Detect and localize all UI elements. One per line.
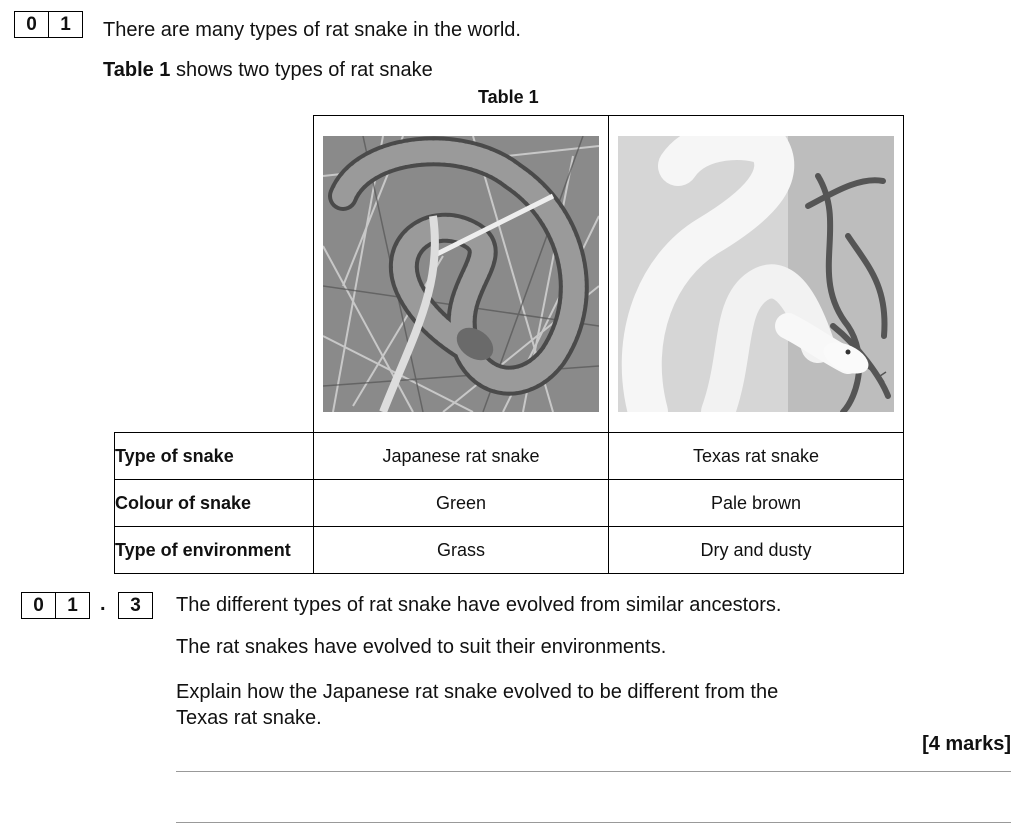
table-cell: Dry and dusty xyxy=(609,527,904,574)
answer-line[interactable] xyxy=(176,822,1011,823)
table-cell: Green xyxy=(314,480,609,527)
table-caption: Table 1 xyxy=(478,87,539,107)
snake-table xyxy=(114,115,904,574)
table-corner xyxy=(115,116,314,433)
subquestion-line-3b: Texas rat snake. xyxy=(176,707,322,729)
subquestion-line-1: The different types of rat snake have evolved from similar ancestors. xyxy=(176,594,782,616)
table-row xyxy=(115,433,904,480)
subquestion-digit: 1 xyxy=(67,595,78,616)
table-row xyxy=(115,527,904,574)
subquestion-part: 3 xyxy=(130,595,141,616)
table-row xyxy=(115,480,904,527)
table-reference-bold: Table 1 xyxy=(103,59,171,81)
subquestion-part-box xyxy=(118,592,153,619)
row-header: Type of environment xyxy=(115,527,314,574)
question-number-box xyxy=(14,11,83,38)
table-cell: Texas rat snake xyxy=(609,433,904,480)
question-digit: 0 xyxy=(15,12,49,37)
table-reference-rest: shows two types of rat snake xyxy=(170,59,433,81)
subquestion-dot: . xyxy=(100,593,106,615)
marks-label: [4 marks] xyxy=(922,733,1011,755)
row-header: Type of snake xyxy=(115,433,314,480)
question-intro: There are many types of rat snake in the world. xyxy=(103,19,521,41)
table-reference xyxy=(103,57,433,83)
answer-line[interactable] xyxy=(176,771,1011,772)
japanese-rat-snake-photo xyxy=(323,136,599,412)
subquestion-line-3a: Explain how the Japanese rat snake evolved to be different from the xyxy=(176,681,779,703)
question-digit: 1 xyxy=(60,14,71,35)
texas-rat-snake-photo-cell xyxy=(609,116,904,433)
table-cell: Japanese rat snake xyxy=(314,433,609,480)
subquestion-digit: 0 xyxy=(22,593,56,618)
row-header: Colour of snake xyxy=(115,480,314,527)
subquestion-number-box xyxy=(21,592,90,619)
texas-rat-snake-photo xyxy=(618,136,894,412)
subquestion-line-2: The rat snakes have evolved to suit their environments. xyxy=(176,636,667,658)
table-cell: Pale brown xyxy=(609,480,904,527)
japanese-rat-snake-photo-cell xyxy=(314,116,609,433)
table-cell: Grass xyxy=(314,527,609,574)
